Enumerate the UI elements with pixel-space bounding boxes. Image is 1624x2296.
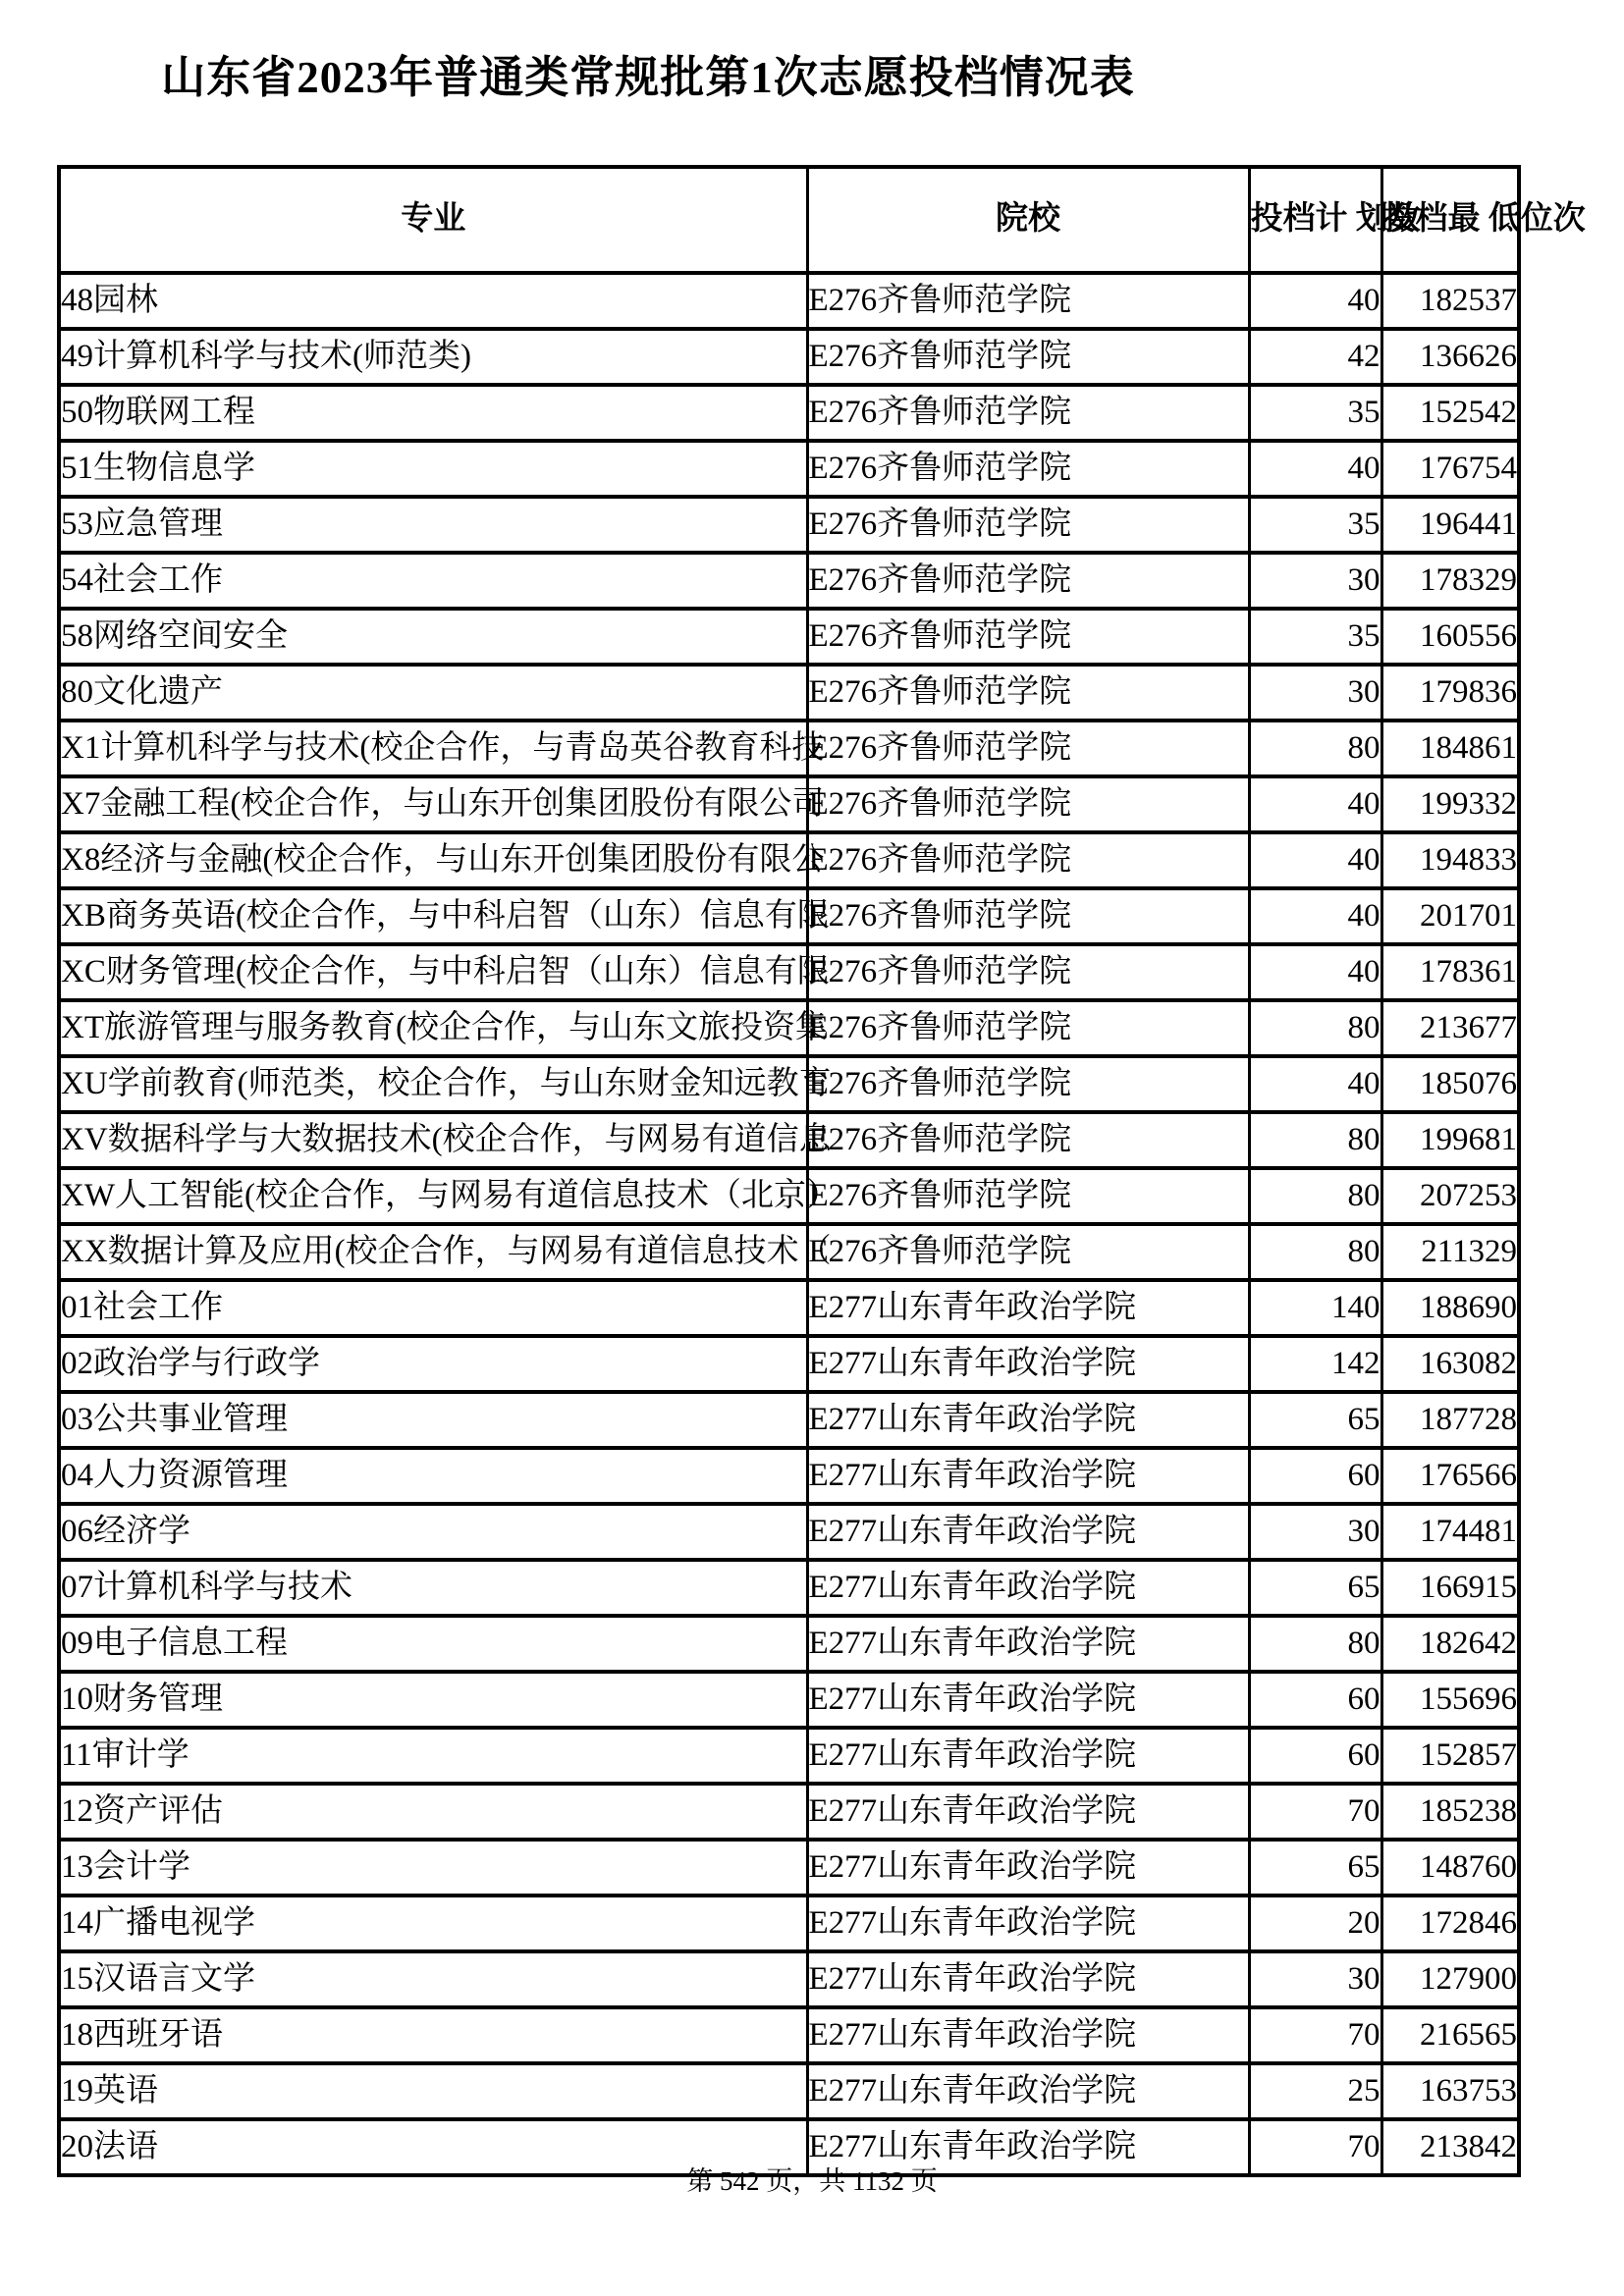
table-row <box>59 1056 1519 1112</box>
table-row <box>59 776 1519 832</box>
plan-count-cell: 40 <box>1249 441 1381 497</box>
college-cell: E276齐鲁师范学院 <box>807 665 1249 721</box>
col-header-lowest-rank: 投档最 低位次 <box>1381 167 1519 273</box>
major-cell: 02政治学与行政学 <box>59 1336 807 1392</box>
lowest-rank-cell: 199681 <box>1381 1112 1519 1168</box>
college-cell: E276齐鲁师范学院 <box>807 273 1249 329</box>
lowest-rank-cell: 136626 <box>1381 329 1519 385</box>
table-row <box>59 1896 1519 1951</box>
table-row <box>59 721 1519 776</box>
plan-count-cell: 70 <box>1249 1784 1381 1840</box>
lowest-rank-cell: 178329 <box>1381 553 1519 609</box>
major-cell: XW人工智能(校企合作，与网易有道信息技术（北京） <box>59 1168 807 1224</box>
lowest-rank-cell: 163082 <box>1381 1336 1519 1392</box>
college-cell: E277山东青年政治学院 <box>807 1504 1249 1560</box>
lowest-rank-cell: 182537 <box>1381 273 1519 329</box>
table-row <box>59 329 1519 385</box>
lowest-rank-cell: 152542 <box>1381 385 1519 441</box>
lowest-rank-cell: 211329 <box>1381 1224 1519 1280</box>
plan-count-cell: 30 <box>1249 553 1381 609</box>
plan-count-cell: 35 <box>1249 609 1381 665</box>
college-cell: E276齐鲁师范学院 <box>807 832 1249 888</box>
major-cell: 01社会工作 <box>59 1280 807 1336</box>
lowest-rank-cell: 160556 <box>1381 609 1519 665</box>
header-row <box>59 167 1519 273</box>
major-cell: 48园林 <box>59 273 807 329</box>
major-cell: 58网络空间安全 <box>59 609 807 665</box>
plan-count-cell: 140 <box>1249 1280 1381 1336</box>
major-cell: 15汉语言文学 <box>59 1951 807 2007</box>
table-row <box>59 2007 1519 2063</box>
col-header-college: 院校 <box>807 167 1249 273</box>
major-cell: XX数据计算及应用(校企合作，与网易有道信息技术（ <box>59 1224 807 1280</box>
col-header-major: 专业 <box>59 167 807 273</box>
lowest-rank-cell: 196441 <box>1381 497 1519 553</box>
table-row <box>59 1112 1519 1168</box>
college-cell: E276齐鲁师范学院 <box>807 1112 1249 1168</box>
lowest-rank-cell: 172846 <box>1381 1896 1519 1951</box>
college-cell: E277山东青年政治学院 <box>807 1951 1249 2007</box>
lowest-rank-cell: 185238 <box>1381 1784 1519 1840</box>
college-cell: E276齐鲁师范学院 <box>807 553 1249 609</box>
college-cell: E276齐鲁师范学院 <box>807 944 1249 1000</box>
major-cell: 51生物信息学 <box>59 441 807 497</box>
major-cell: 49计算机科学与技术(师范类) <box>59 329 807 385</box>
major-cell: 12资产评估 <box>59 1784 807 1840</box>
major-cell: 54社会工作 <box>59 553 807 609</box>
major-cell: 13会计学 <box>59 1840 807 1896</box>
major-cell: XB商务英语(校企合作，与中科启智（山东）信息有限 <box>59 888 807 944</box>
college-cell: E276齐鲁师范学院 <box>807 1000 1249 1056</box>
lowest-rank-cell: 194833 <box>1381 832 1519 888</box>
plan-count-cell: 70 <box>1249 2119 1381 2175</box>
college-cell: E277山东青年政治学院 <box>807 1672 1249 1728</box>
plan-count-cell: 60 <box>1249 1728 1381 1784</box>
table-row <box>59 944 1519 1000</box>
lowest-rank-cell: 176754 <box>1381 441 1519 497</box>
plan-count-cell: 25 <box>1249 2063 1381 2119</box>
plan-count-cell: 35 <box>1249 385 1381 441</box>
table-row <box>59 497 1519 553</box>
table-row <box>59 1000 1519 1056</box>
major-cell: 19英语 <box>59 2063 807 2119</box>
college-cell: E276齐鲁师范学院 <box>807 609 1249 665</box>
plan-count-cell: 30 <box>1249 665 1381 721</box>
major-cell: 09电子信息工程 <box>59 1616 807 1672</box>
table-row <box>59 609 1519 665</box>
major-cell: XV数据科学与大数据技术(校企合作，与网易有道信息 <box>59 1112 807 1168</box>
admission-table <box>57 165 1586 2177</box>
table-row <box>59 1951 1519 2007</box>
plan-count-cell: 40 <box>1249 1056 1381 1112</box>
plan-count-cell: 40 <box>1249 888 1381 944</box>
col-header-plan-count: 投档计 划数 <box>1249 167 1381 273</box>
plan-count-cell: 60 <box>1249 1672 1381 1728</box>
lowest-rank-cell: 185076 <box>1381 1056 1519 1112</box>
table-row <box>59 1392 1519 1448</box>
plan-count-cell: 30 <box>1249 1504 1381 1560</box>
plan-count-cell: 80 <box>1249 1168 1381 1224</box>
major-cell: 50物联网工程 <box>59 385 807 441</box>
college-cell: E277山东青年政治学院 <box>807 2119 1249 2175</box>
major-cell: XT旅游管理与服务教育(校企合作，与山东文旅投资集 <box>59 1000 807 1056</box>
plan-count-cell: 35 <box>1249 497 1381 553</box>
lowest-rank-cell: 176566 <box>1381 1448 1519 1504</box>
lowest-rank-cell: 178361 <box>1381 944 1519 1000</box>
college-cell: E276齐鲁师范学院 <box>807 1056 1249 1112</box>
table-header <box>59 167 1586 273</box>
plan-count-cell: 42 <box>1249 329 1381 385</box>
lowest-rank-cell: 127900 <box>1381 1951 1519 2007</box>
lowest-rank-cell: 207253 <box>1381 1168 1519 1224</box>
college-cell: E276齐鲁师范学院 <box>807 329 1249 385</box>
plan-count-cell: 80 <box>1249 1616 1381 1672</box>
college-cell: E276齐鲁师范学院 <box>807 1224 1249 1280</box>
plan-count-cell: 65 <box>1249 1840 1381 1896</box>
plan-count-cell: 142 <box>1249 1336 1381 1392</box>
table-row <box>59 888 1519 944</box>
lowest-rank-cell: 166915 <box>1381 1560 1519 1616</box>
table-row <box>59 1728 1519 1784</box>
college-cell: E276齐鲁师范学院 <box>807 441 1249 497</box>
college-cell: E276齐鲁师范学院 <box>807 497 1249 553</box>
plan-count-cell: 60 <box>1249 1448 1381 1504</box>
table-row <box>59 441 1519 497</box>
lowest-rank-cell: 174481 <box>1381 1504 1519 1560</box>
table-row <box>59 1168 1519 1224</box>
college-cell: E277山东青年政治学院 <box>807 1560 1249 1616</box>
major-cell: 11审计学 <box>59 1728 807 1784</box>
lowest-rank-cell: 213842 <box>1381 2119 1519 2175</box>
table-row <box>59 273 1519 329</box>
college-cell: E277山东青年政治学院 <box>807 2007 1249 2063</box>
college-cell: E277山东青年政治学院 <box>807 1896 1249 1951</box>
plan-count-cell: 40 <box>1249 273 1381 329</box>
lowest-rank-cell: 182642 <box>1381 1616 1519 1672</box>
lowest-rank-cell: 216565 <box>1381 2007 1519 2063</box>
plan-count-cell: 80 <box>1249 721 1381 776</box>
table-row <box>59 1784 1519 1840</box>
college-cell: E276齐鲁师范学院 <box>807 385 1249 441</box>
major-cell: 06经济学 <box>59 1504 807 1560</box>
college-cell: E277山东青年政治学院 <box>807 1616 1249 1672</box>
major-cell: 10财务管理 <box>59 1672 807 1728</box>
plan-count-cell: 80 <box>1249 1224 1381 1280</box>
plan-count-cell: 80 <box>1249 1000 1381 1056</box>
plan-count-cell: 30 <box>1249 1951 1381 2007</box>
major-cell: XU学前教育(师范类，校企合作，与山东财金知远教育 <box>59 1056 807 1112</box>
table-row <box>59 1840 1519 1896</box>
major-cell: 18西班牙语 <box>59 2007 807 2063</box>
plan-count-cell: 70 <box>1249 2007 1381 2063</box>
college-cell: E276齐鲁师范学院 <box>807 888 1249 944</box>
lowest-rank-cell: 155696 <box>1381 1672 1519 1728</box>
college-cell: E277山东青年政治学院 <box>807 1728 1249 1784</box>
table-row <box>59 1224 1519 1280</box>
major-cell: X1计算机科学与技术(校企合作，与青岛英谷教育科技 <box>59 721 807 776</box>
lowest-rank-cell: 184861 <box>1381 721 1519 776</box>
major-cell: 07计算机科学与技术 <box>59 1560 807 1616</box>
lowest-rank-cell: 187728 <box>1381 1392 1519 1448</box>
college-cell: E277山东青年政治学院 <box>807 1448 1249 1504</box>
lowest-rank-cell: 152857 <box>1381 1728 1519 1784</box>
plan-count-cell: 65 <box>1249 1560 1381 1616</box>
page-indicator: 第 542 页，共 1132 页 <box>686 2166 938 2196</box>
college-cell: E277山东青年政治学院 <box>807 1784 1249 1840</box>
plan-count-cell: 40 <box>1249 944 1381 1000</box>
lowest-rank-cell: 201701 <box>1381 888 1519 944</box>
lowest-rank-cell: 213677 <box>1381 1000 1519 1056</box>
plan-count-cell: 20 <box>1249 1896 1381 1951</box>
table-row <box>59 553 1519 609</box>
lowest-rank-cell: 188690 <box>1381 1280 1519 1336</box>
college-cell: E277山东青年政治学院 <box>807 1840 1249 1896</box>
table-body <box>59 273 1519 2175</box>
table-row <box>59 385 1519 441</box>
table-row <box>59 832 1519 888</box>
plan-count-cell: 80 <box>1249 1112 1381 1168</box>
table-row <box>59 1560 1519 1616</box>
table-row <box>59 1672 1519 1728</box>
plan-count-cell: 65 <box>1249 1392 1381 1448</box>
plan-count-cell: 40 <box>1249 832 1381 888</box>
college-cell: E277山东青年政治学院 <box>807 1280 1249 1336</box>
college-cell: E276齐鲁师范学院 <box>807 776 1249 832</box>
table-row <box>59 1336 1519 1392</box>
college-cell: E277山东青年政治学院 <box>807 1392 1249 1448</box>
page-title: 山东省2023年普通类常规批第1次志愿投档情况表 <box>161 53 1135 102</box>
major-cell: XC财务管理(校企合作，与中科启智（山东）信息有限 <box>59 944 807 1000</box>
major-cell: 20法语 <box>59 2119 807 2175</box>
lowest-rank-cell: 163753 <box>1381 2063 1519 2119</box>
table-row <box>59 1504 1519 1560</box>
college-cell: E276齐鲁师范学院 <box>807 1168 1249 1224</box>
lowest-rank-cell: 179836 <box>1381 665 1519 721</box>
table-row <box>59 1280 1519 1336</box>
major-cell: 80文化遗产 <box>59 665 807 721</box>
college-cell: E276齐鲁师范学院 <box>807 721 1249 776</box>
table-row <box>59 665 1519 721</box>
lowest-rank-cell: 148760 <box>1381 1840 1519 1896</box>
table-row <box>59 1448 1519 1504</box>
plan-count-cell: 40 <box>1249 776 1381 832</box>
college-cell: E277山东青年政治学院 <box>807 1336 1249 1392</box>
table-row <box>59 1616 1519 1672</box>
college-cell: E277山东青年政治学院 <box>807 2063 1249 2119</box>
table-row <box>59 2063 1519 2119</box>
major-cell: 14广播电视学 <box>59 1896 807 1951</box>
major-cell: 53应急管理 <box>59 497 807 553</box>
major-cell: 03公共事业管理 <box>59 1392 807 1448</box>
lowest-rank-cell: 199332 <box>1381 776 1519 832</box>
major-cell: X8经济与金融(校企合作，与山东开创集团股份有限公 <box>59 832 807 888</box>
major-cell: 04人力资源管理 <box>59 1448 807 1504</box>
major-cell: X7金融工程(校企合作，与山东开创集团股份有限公司 <box>59 776 807 832</box>
